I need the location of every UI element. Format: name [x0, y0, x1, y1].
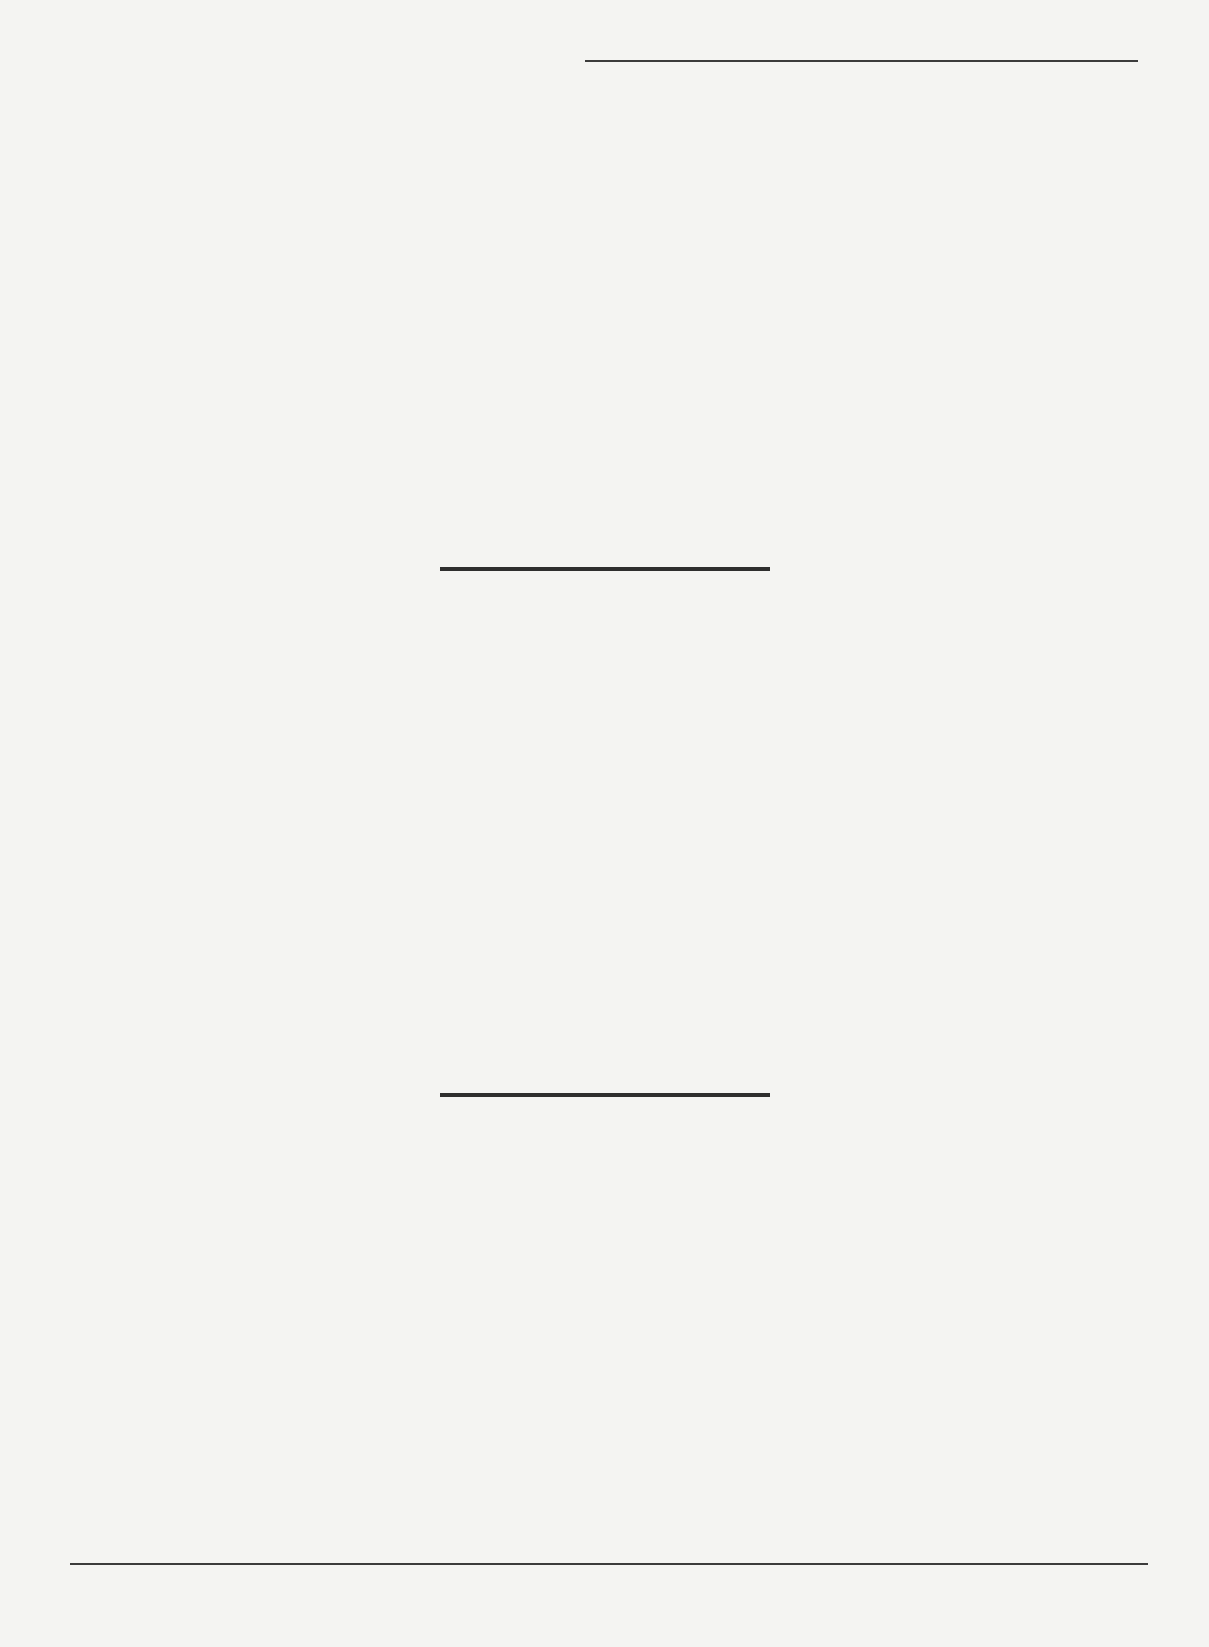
- top-rule: [585, 60, 1138, 62]
- text-column-middle-bottom: [440, 1100, 772, 1530]
- pull-quote-top-rule: [440, 567, 770, 571]
- text-column-middle-top: [440, 152, 772, 542]
- pull-quote-bottom-rule: [440, 1093, 770, 1097]
- text-column-right: [816, 152, 1136, 1492]
- text-column-left: [66, 152, 406, 1532]
- bottom-rule: [70, 1563, 1148, 1565]
- pull-quote: [450, 592, 760, 1077]
